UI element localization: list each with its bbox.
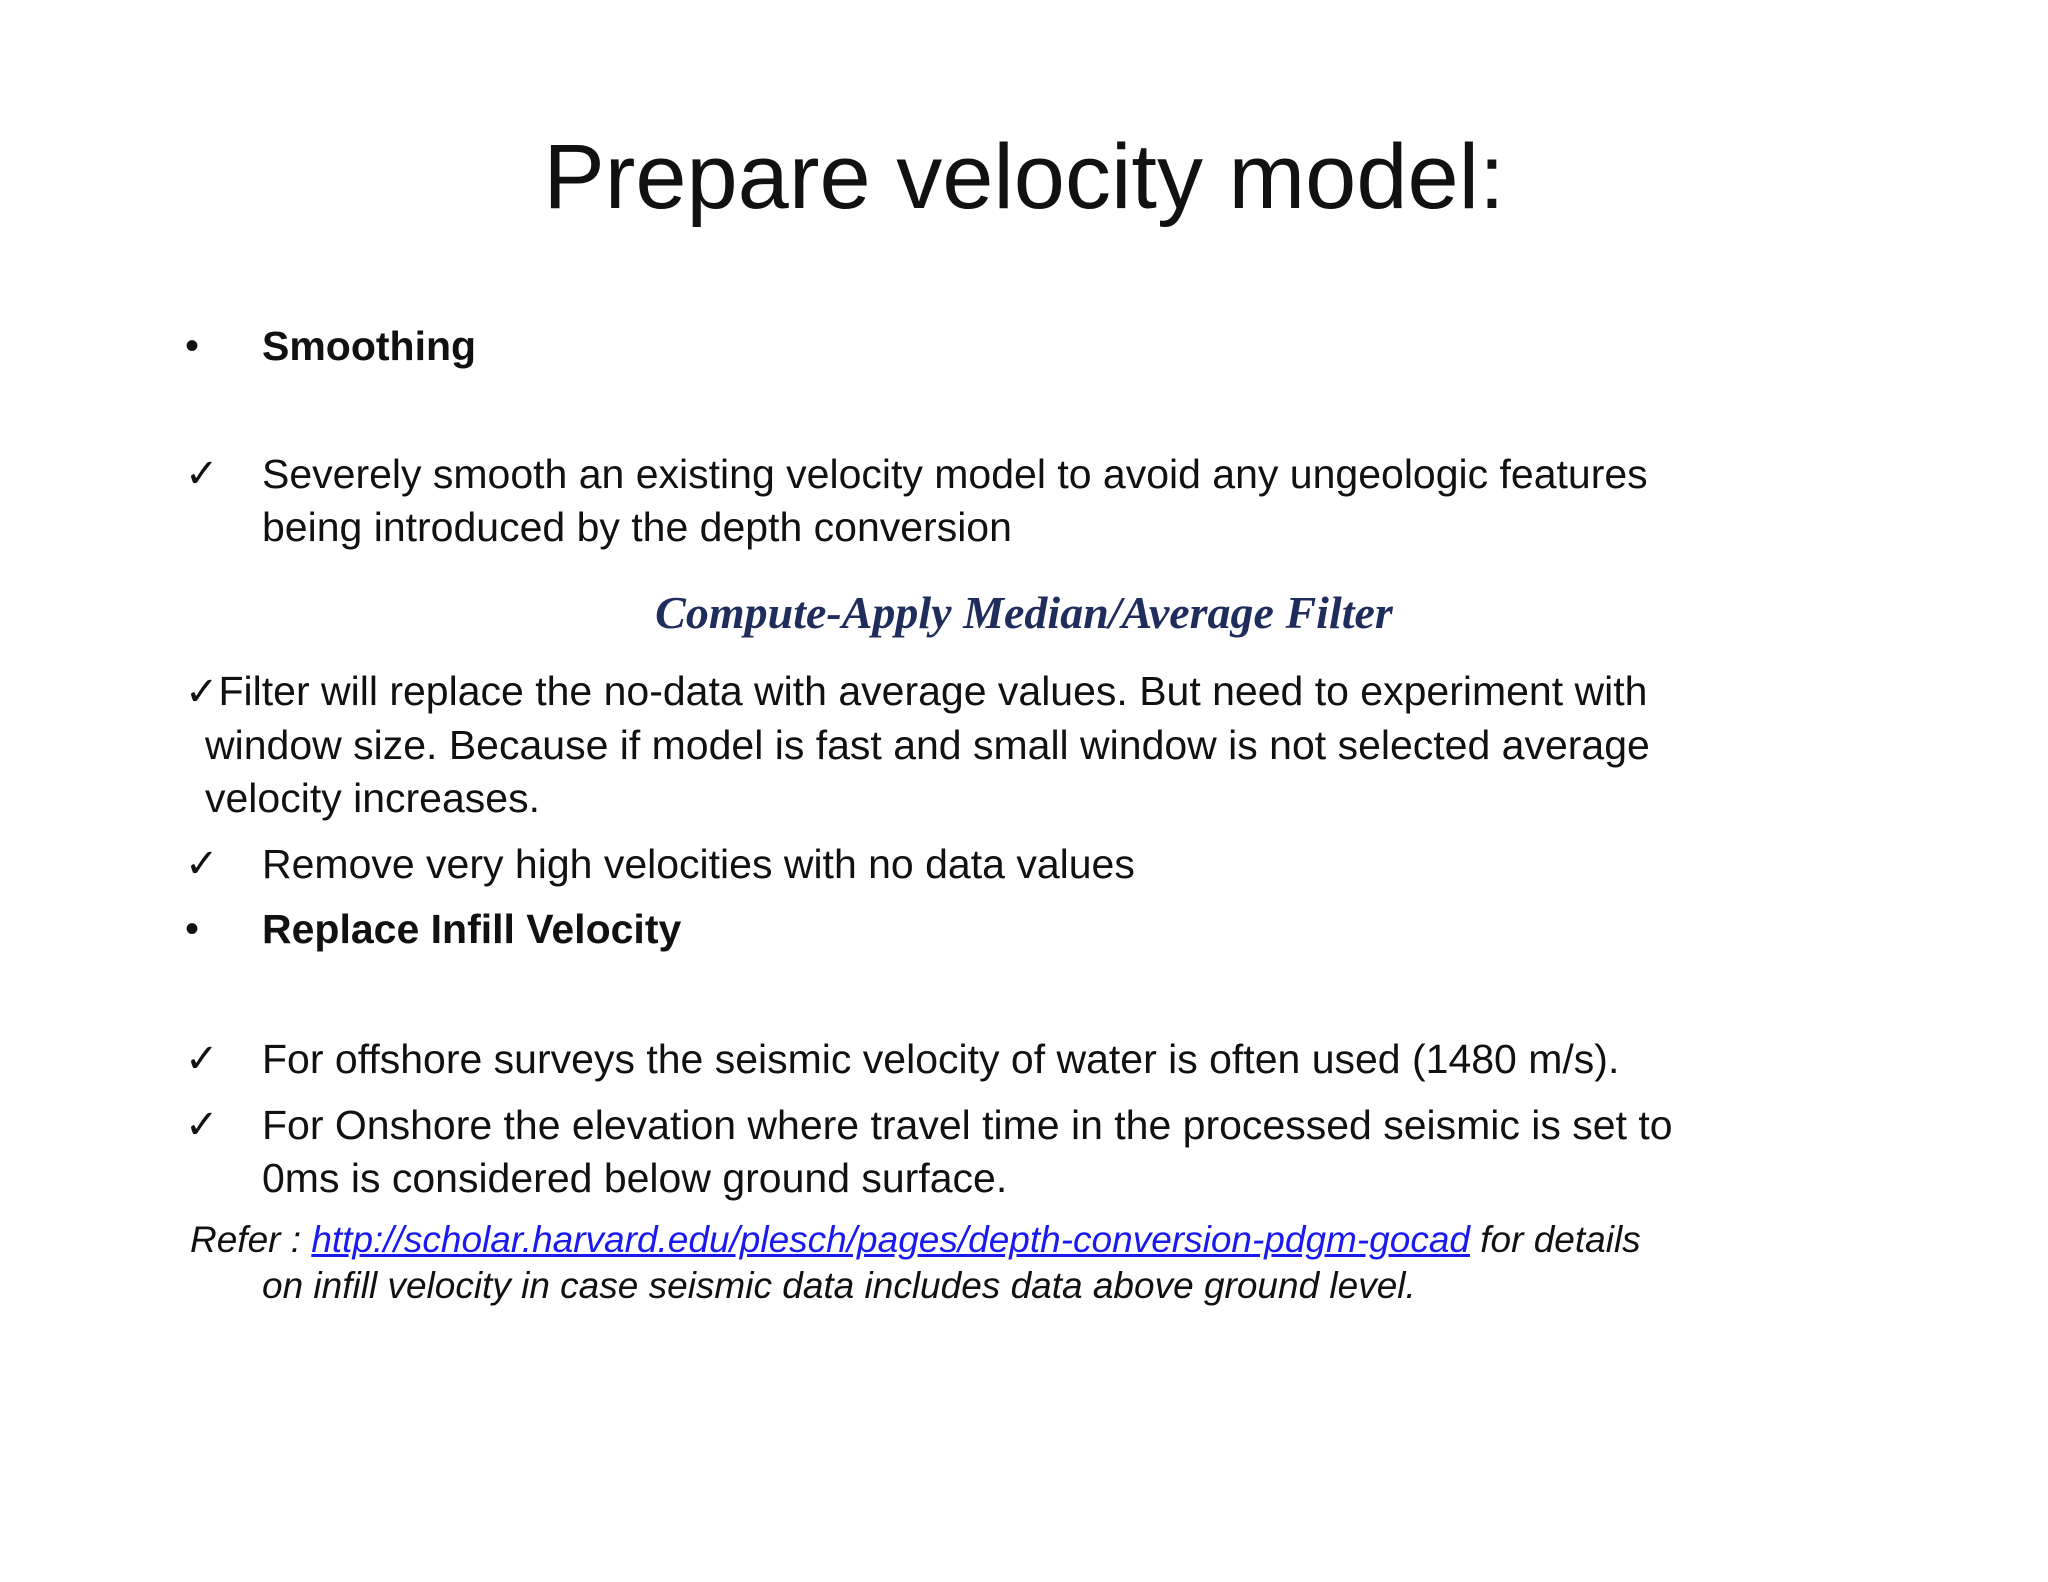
filter-heading: Compute-Apply Median/Average Filter [655,587,1393,638]
checkmark-icon: ✓ [185,670,219,714]
bullet-icon: • [185,324,200,368]
filter-line3: velocity increases. [205,775,540,821]
filter-paragraph [185,665,1905,825]
filter-line1-text: Filter will replace the no-data with average values. But need to experiment with [218,668,1648,714]
smoothing-heading: Smoothing [262,323,477,369]
refer-prefix: Refer : [190,1219,312,1260]
onshore-item-text [262,1099,1673,1205]
smooth-item-line1: Severely smooth an existing velocity model to avoid any ungeologic features [262,451,1648,497]
check-item-smooth [185,448,1885,554]
checkmark-icon: ✓ [185,842,219,886]
filter-line1 [185,665,1905,719]
remove-item-text: Remove very high velocities with no data values [262,841,1135,887]
slide-title: Prepare velocity model: [543,126,1505,228]
checkmark-icon: ✓ [185,1103,219,1147]
infill-heading: Replace Infill Velocity [262,906,682,952]
reference-link[interactable]: http://scholar.harvard.edu/plesch/pages/depth-conversion-pdgm-gocad [311,1219,1470,1260]
check-item-onshore [185,1099,1885,1205]
onshore-line1: For Onshore the elevation where travel time in the processed seismic is set to [262,1102,1673,1148]
refer-suffix: for details [1469,1219,1641,1260]
refer-note [190,1217,1910,1309]
offshore-item-text: For offshore surveys the seismic velocity of water is often used (1480 m/s). [262,1036,1620,1082]
checkmark-icon: ✓ [185,1037,219,1081]
refer-line2: on infill velocity in case seismic data includes data above ground level. [262,1265,1416,1306]
smooth-item-text [262,448,1648,554]
checkmark-icon: ✓ [185,452,219,496]
filter-line2: window size. Because if model is fast and small window is not selected average [205,722,1650,768]
onshore-line2: 0ms is considered below ground surface. [262,1155,1008,1201]
refer-line1 [190,1217,1910,1263]
bullet-icon: • [185,907,200,951]
smooth-item-line2: being introduced by the depth conversion [262,504,1012,550]
